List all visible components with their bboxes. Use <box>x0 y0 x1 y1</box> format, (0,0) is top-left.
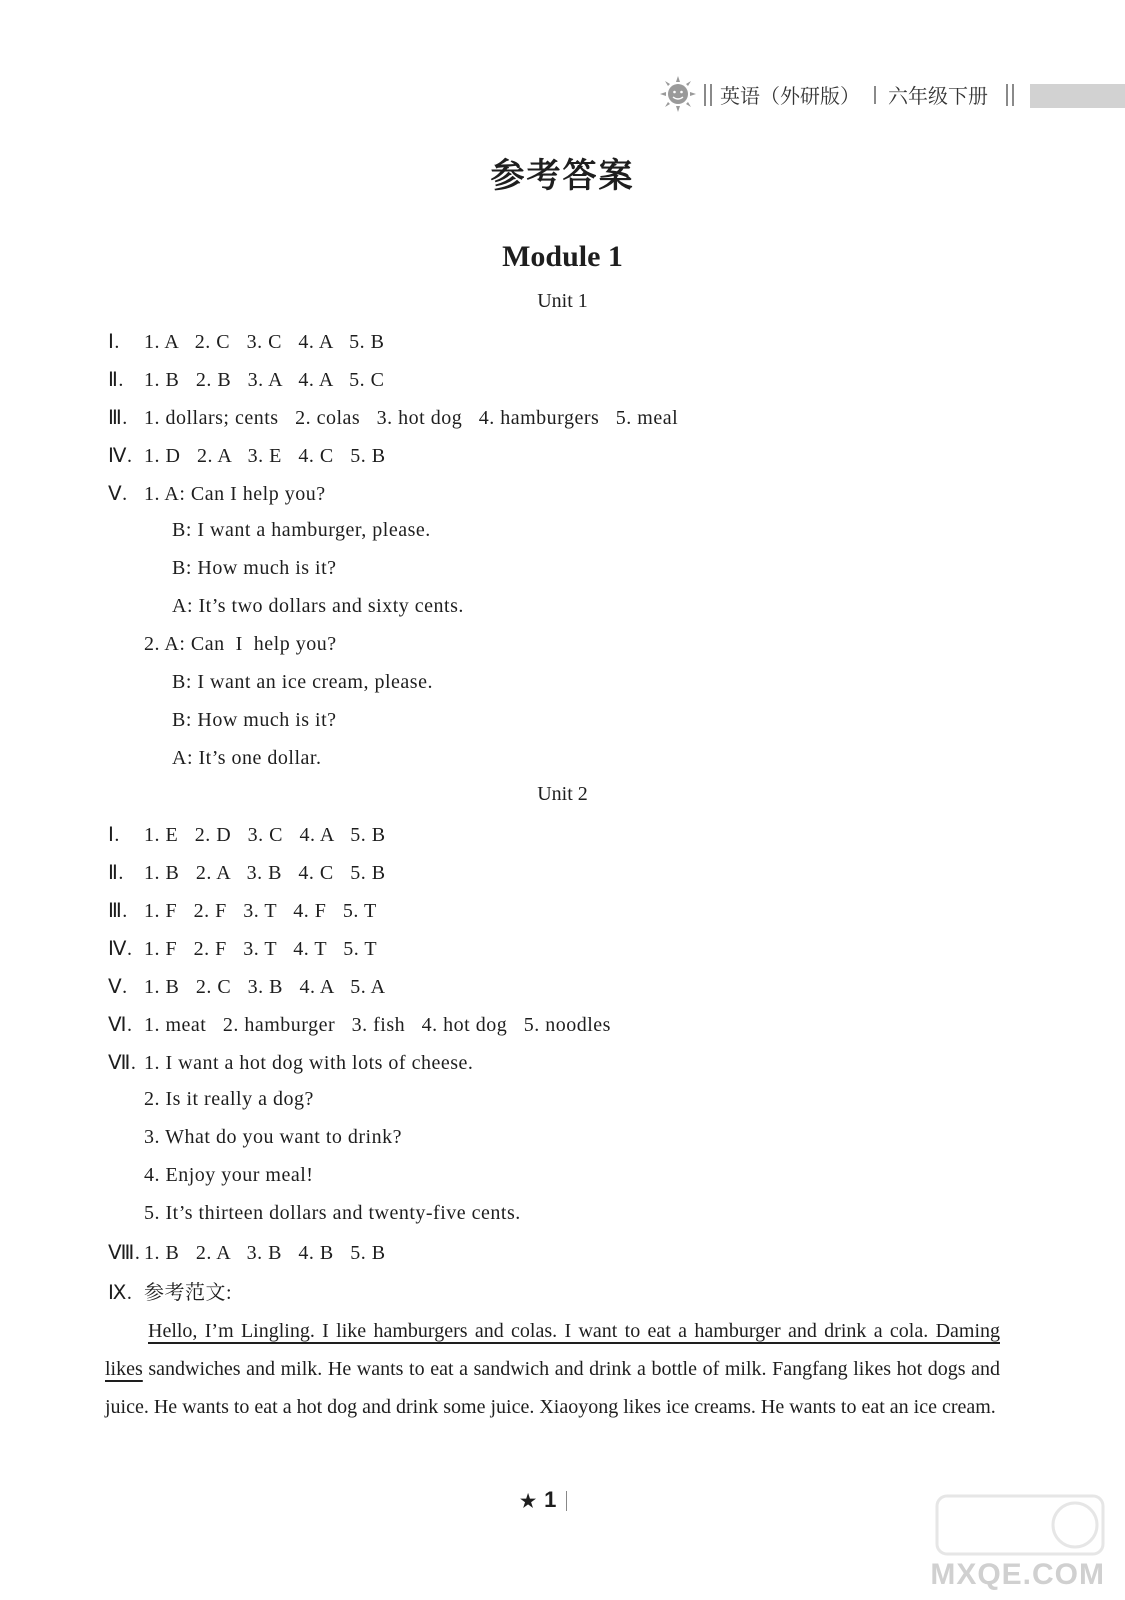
roman-numeral: Ⅳ. <box>108 445 133 467</box>
footer-divider <box>566 1491 567 1511</box>
header-divider <box>1006 84 1014 106</box>
answer-line <box>108 860 386 885</box>
roman-numeral: Ⅱ. <box>108 862 124 884</box>
header-divider <box>704 84 712 106</box>
answer-line: 2. A: Can I help you? <box>144 633 337 655</box>
answer-line <box>108 481 326 506</box>
roman-numeral: Ⅴ. <box>108 976 128 998</box>
roman-numeral: Ⅸ. <box>108 1282 133 1304</box>
essay-rest: sandwiches and milk. He wants to eat a sandwich and drink a bottle of milk. Fangfang likes hot dogs and juice. He wants to eat a hot dog and drink some juice. Xiaoyong likes ice creams. He wants to eat an ice cream. <box>105 1358 1000 1418</box>
page-number: 1 <box>544 1487 557 1512</box>
answer-line: A: It’s two dollars and sixty cents. <box>172 595 464 617</box>
answer-line <box>108 822 386 847</box>
header-grade: 六年级下册 <box>888 84 988 108</box>
answer-line <box>108 329 385 354</box>
answer-text: 1. A: Can I help you? <box>144 483 326 505</box>
sun-icon <box>660 76 696 112</box>
answer-line <box>108 936 377 961</box>
module-title: Module 1 <box>502 240 623 273</box>
answer-text: 1. F 2. F 3. T 4. T 5. T <box>144 938 378 960</box>
page-footer <box>520 1487 567 1513</box>
roman-numeral: Ⅲ. <box>108 407 128 429</box>
unit-heading: Unit 1 <box>537 290 588 312</box>
header-subject: 英语（外研版） <box>720 84 860 108</box>
answer-line: A: It’s one dollar. <box>172 747 322 769</box>
sample-essay <box>105 1312 1000 1426</box>
answer-text: 1. B 2. C 3. B 4. A 5. A <box>144 976 386 998</box>
answer-line <box>108 974 386 999</box>
answer-text: 1. B 2. A 3. B 4. B 5. B <box>144 1242 386 1264</box>
header-divider <box>874 86 876 104</box>
answer-line <box>108 367 385 392</box>
roman-numeral: Ⅶ. <box>108 1052 137 1074</box>
header-band <box>1030 84 1125 108</box>
answer-text: 1. B 2. B 3. A 4. A 5. C <box>144 369 385 391</box>
answer-text: 1. F 2. F 3. T 4. F 5. T <box>144 900 377 922</box>
roman-numeral: Ⅰ. <box>108 824 120 846</box>
roman-numeral: Ⅷ. <box>108 1242 141 1264</box>
page-title: 参考答案 <box>490 156 635 196</box>
answer-line: 5. It’s thirteen dollars and twenty-five cents. <box>144 1202 521 1224</box>
answer-line: 3. What do you want to drink? <box>144 1126 402 1148</box>
answer-line <box>108 443 386 468</box>
star-icon: ★ <box>520 1491 537 1511</box>
answer-line: B: I want an ice cream, please. <box>172 671 433 693</box>
roman-numeral: Ⅰ. <box>108 331 120 353</box>
answer-line: B: How much is it? <box>172 709 337 731</box>
roman-numeral: Ⅴ. <box>108 483 128 505</box>
unit-heading: Unit 2 <box>537 783 588 805</box>
answer-line <box>108 1050 473 1075</box>
answer-line <box>108 1276 232 1305</box>
roman-numeral: Ⅵ. <box>108 1014 133 1036</box>
watermark-text: MXQE.COM <box>930 1558 1105 1591</box>
answer-text: 1. E 2. D 3. C 4. A 5. B <box>144 824 386 846</box>
roman-numeral: Ⅱ. <box>108 369 124 391</box>
answer-line: 2. Is it really a dog? <box>144 1088 314 1110</box>
answer-line <box>108 1012 611 1037</box>
answer-text: 参考范文: <box>144 1282 233 1304</box>
answer-line <box>108 898 377 923</box>
answer-line <box>108 1240 386 1265</box>
answer-line: 4. Enjoy your meal! <box>144 1164 314 1186</box>
answer-text: 1. meat 2. hamburger 3. fish 4. hot dog 5. noodles <box>144 1014 611 1036</box>
answer-line <box>108 405 678 430</box>
essay-underlined: Hello, I’m Lingling. I like hamburgers and colas. I want to eat a hamburger and drink a cola. Daming likes <box>105 1320 1000 1380</box>
roman-numeral: Ⅲ. <box>108 900 128 922</box>
answer-line: B: I want a hamburger, please. <box>172 519 431 541</box>
answer-text: 1. I want a hot dog with lots of cheese. <box>144 1052 474 1074</box>
answer-text: 1. D 2. A 3. E 4. C 5. B <box>144 445 386 467</box>
roman-numeral: Ⅳ. <box>108 938 133 960</box>
answer-line: B: How much is it? <box>172 557 337 579</box>
running-header <box>660 74 1125 114</box>
answer-text: 1. dollars; cents 2. colas 3. hot dog 4. hamburgers 5. meal <box>144 407 679 429</box>
answer-text: 1. B 2. A 3. B 4. C 5. B <box>144 862 386 884</box>
answer-text: 1. A 2. C 3. C 4. A 5. B <box>144 331 385 353</box>
